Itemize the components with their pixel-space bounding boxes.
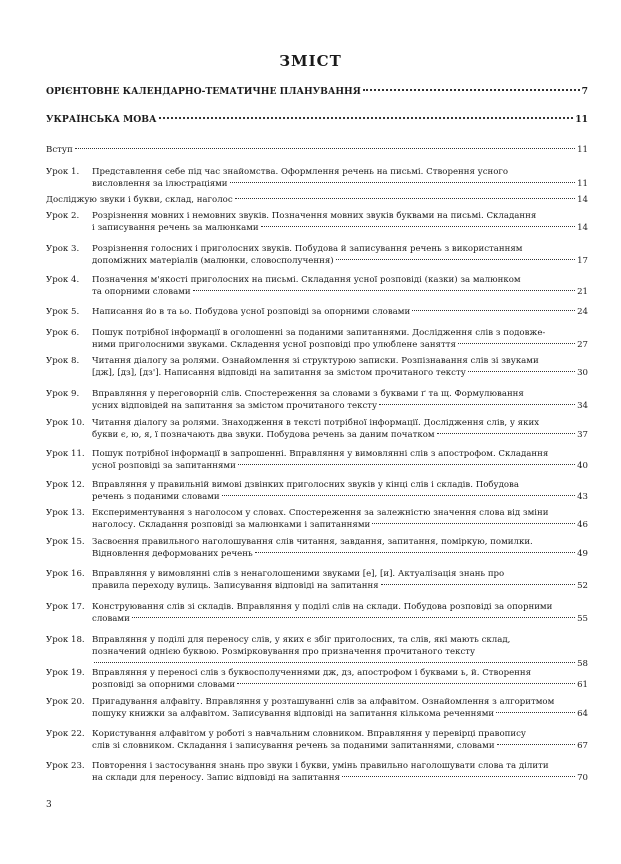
toc-entry-text: Вправляння у переносі слів з буквосполученнями дж, дз, апострофом і буквами ь, й. Створення [92, 668, 532, 678]
toc-entry-text: Пошук потрібної інформації в запрошенні. Вправляння у вимовлянні слів з апострофом. Складання [92, 449, 549, 459]
page-ref: 55 [577, 614, 588, 624]
toc-entry-body [92, 601, 588, 625]
page-ref: 52 [577, 581, 588, 591]
lesson-number: Урок 2. [46, 211, 80, 221]
dot-leader [381, 584, 575, 585]
toc-entry-body [92, 479, 588, 503]
toc-entry-last-line [92, 286, 588, 298]
page-number: 3 [46, 800, 52, 810]
lesson-number: Урок 12. [46, 480, 85, 490]
toc-entry-text: Розрізнення мовних і немовних звуків. Позначення мовних звуків буквами на письмі. Складання [92, 211, 537, 221]
lesson-number: Урок 23. [46, 761, 85, 771]
dot-leader [468, 371, 575, 372]
page-ref: 30 [577, 368, 588, 378]
toc-entry-text: Експериментування з наголосом у словах. Спостереження за залежністю значення слова від зміни [92, 508, 549, 518]
toc-entry-body [92, 388, 588, 412]
dot-leader [193, 290, 575, 291]
toc-entry-text: Конструювання слів зі складів. Вправляння у поділі слів на склади. Побудова розповіді за опорними [92, 602, 553, 612]
dot-leader [237, 683, 575, 684]
toc-entry-last-line [92, 429, 588, 441]
page-ref: 14 [577, 195, 588, 205]
page-ref: 11 [575, 114, 588, 125]
toc-entry-text: Написання йо в та ьо. Побудова усної розповіді за опорними словами [92, 307, 411, 317]
page-ref: 64 [577, 709, 588, 719]
toc-entry-last-line [92, 772, 588, 784]
toc-entry-text: Досліджую звуки і букви, склад, наголос [46, 195, 233, 205]
toc-entry[interactable] [46, 166, 588, 190]
toc-entry-last-line [46, 114, 588, 126]
page-ref: 46 [577, 520, 588, 530]
toc-entry[interactable] [46, 327, 588, 351]
toc-entry-body [92, 243, 588, 267]
toc-entry[interactable] [46, 210, 588, 234]
toc-entry-body [92, 728, 588, 752]
toc-entry-body [92, 507, 588, 531]
page-ref: 17 [577, 256, 588, 266]
toc-entry-last-line [92, 740, 588, 752]
dot-leader [437, 433, 575, 434]
lesson-number: Урок 20. [46, 697, 85, 707]
toc-entry[interactable] [46, 760, 588, 784]
toc-entry[interactable] [46, 355, 588, 379]
toc-entry-last-line [92, 255, 588, 267]
dot-leader [222, 495, 575, 496]
page-title: ЗМІСТ [279, 52, 342, 70]
toc-entry-body [92, 448, 588, 472]
page-ref: 61 [577, 680, 588, 690]
toc-entry-body [46, 144, 588, 156]
lesson-number: Урок 11. [46, 449, 85, 459]
dot-leader [458, 343, 575, 344]
toc-entry-text: допоміжних матеріалів (малюнки, словосполучення) [92, 256, 334, 266]
toc-entry-last-line [92, 613, 588, 625]
lesson-number: Урок 18. [46, 635, 85, 645]
page-ref: 58 [577, 659, 588, 669]
page-ref: 43 [577, 492, 588, 502]
toc-entry-last-line [92, 679, 588, 691]
toc-entry-body [92, 667, 588, 691]
dot-leader [132, 617, 575, 618]
dot-leader [379, 404, 575, 405]
toc-entry-text: пошуку книжки за алфавітом. Записування відповіді на запитання кількома реченнями [92, 709, 495, 719]
toc-entry[interactable] [46, 144, 588, 156]
toc-entry-last-line [46, 194, 588, 206]
toc-entry-text: УКРАЇНСЬКА МОВА [46, 114, 157, 125]
dot-leader [261, 226, 575, 227]
toc-entry-text: Розрізнення голосних і приголосних звуків. Побудова й записування речень з використанням [92, 244, 523, 254]
toc-entry-text: Відновлення деформованих речень [92, 549, 253, 559]
toc-entry-last-line [92, 548, 588, 560]
toc-entry[interactable] [46, 243, 588, 267]
page-ref: 7 [581, 86, 588, 97]
toc-entry-last-line [46, 144, 588, 156]
toc-entry-text: Вправляння у правильній вимові дзвінких приголосних звуків у кінці слів і складів. Побудова [92, 480, 520, 490]
toc-entry-body [92, 355, 588, 379]
toc-entry[interactable] [46, 536, 588, 560]
toc-entry-body [92, 536, 588, 560]
toc-entry-text: речень з поданими словами [92, 492, 220, 502]
toc-entry-last-line [92, 178, 588, 190]
toc-entry-last-line [92, 306, 588, 318]
lesson-number: Урок 19. [46, 668, 85, 678]
toc-entry-body [92, 327, 588, 351]
toc-entry-text: Читання діалогу за ролями. Ознайомлення зі структурою записки. Розпізнавання слів зі звуками [92, 356, 539, 366]
toc-entry-last-line [92, 491, 588, 503]
toc-entry-text: висловлення за ілюстраціями [92, 179, 228, 189]
page-ref: 24 [577, 307, 588, 317]
toc-entry-last-line [92, 339, 588, 351]
dot-leader [363, 89, 580, 91]
toc-entry-text: слів зі словником. Складання і записування речень за поданими запитаннями, словами [92, 741, 495, 751]
toc-entry-last-line [92, 367, 588, 379]
toc-entry[interactable] [46, 601, 588, 625]
toc-entry-text: та опорними словами [92, 287, 191, 297]
toc-entry-body [92, 568, 588, 592]
lesson-number: Урок 22. [46, 729, 85, 739]
toc-entry-body [46, 86, 588, 98]
toc-entry-text: Засвоєння правильного наголошування слів читання, завдання, запитання, поміркую, помилки. [92, 537, 533, 547]
toc-entry-text: Пригадування алфавіту. Вправляння у розташуванні слів за алфавітом. Ознайомлення з алгоритмом [92, 697, 555, 707]
page-ref: 37 [577, 430, 588, 440]
toc-entry-text: букви є, ю, я, ї позначають два звуки. Побудова речень за даним початком [92, 430, 435, 440]
toc-entry-text: Позначення м'якості приголосних на письмі. Складання усної розповіді (казки) за малюнком [92, 275, 521, 285]
toc-entry-last-line [92, 519, 588, 531]
toc-entry-body [92, 634, 588, 670]
dot-leader [372, 523, 575, 524]
toc-entry-body [92, 306, 588, 318]
dot-leader [94, 662, 575, 663]
toc-entry[interactable] [46, 86, 588, 98]
toc-entry[interactable] [46, 667, 588, 691]
dot-leader [238, 464, 575, 465]
toc-entry[interactable] [46, 568, 588, 592]
page-ref: 27 [577, 340, 588, 350]
lesson-number: Урок 8. [46, 356, 80, 366]
page-ref: 67 [577, 741, 588, 751]
toc-entry-text: наголосу. Складання розповіді за малюнками і запитаннями [92, 520, 371, 530]
toc-entry-last-line [92, 580, 588, 592]
toc-entry-text: усних відповідей на запитання за змістом прочитаного тексту [92, 401, 378, 411]
toc-entry-body [46, 194, 588, 206]
lesson-number: Урок 6. [46, 328, 80, 338]
toc-entry-last-line [46, 86, 588, 98]
toc-entry-body [46, 114, 588, 126]
dot-leader [336, 259, 575, 260]
lesson-number: Урок 15. [46, 537, 85, 547]
toc-entry[interactable] [46, 274, 588, 298]
lesson-number: Урок 16. [46, 569, 85, 579]
toc-entry[interactable] [46, 448, 588, 472]
toc-entry-text: ОРІЄНТОВНЕ КАЛЕНДАРНО-ТЕМАТИЧНЕ ПЛАНУВАННЯ [46, 86, 361, 97]
toc-entry-text: [дж], [дз], [дз']. Написання відповіді на запитання за змістом прочитаного тексту [92, 368, 466, 378]
lesson-number: Урок 10. [46, 418, 85, 428]
lesson-number: Урок 17. [46, 602, 85, 612]
toc-entry-body [92, 210, 588, 234]
toc-entry-text: усної розповіді за запитаннями [92, 461, 236, 471]
toc-entry-last-line [92, 708, 588, 720]
dot-leader [497, 744, 575, 745]
lesson-number: Урок 9. [46, 389, 80, 399]
toc-entry-last-line [92, 222, 588, 234]
page-ref: 11 [577, 145, 588, 155]
dot-leader [496, 712, 575, 713]
toc-entry-text: ними приголосними звуками. Складення усної розповіді про улюблене заняття [92, 340, 456, 350]
toc-entry-text: позначений однією буквою. Розмірковування про призначення прочитаного тексту [92, 647, 476, 657]
toc-entry[interactable] [46, 114, 588, 126]
toc-entry-text: Вправляння у переговорній слів. Спостереження за словами з буквами ґ та щ. Формулювання [92, 389, 524, 399]
toc-entry-text: на склади для переносу. Запис відповіді на запитання [92, 773, 340, 783]
dot-leader [412, 310, 575, 311]
toc-entry-text: Вправляння у вимовлянні слів з ненаголошеними звуками [е], [и]. Актуалізація знань про [92, 569, 505, 579]
toc-entry-text: розповіді за опорними словами [92, 680, 236, 690]
lesson-number: Урок 1. [46, 167, 80, 177]
lesson-number: Урок 13. [46, 508, 85, 518]
toc-entry-text: Пошук потрібної інформації в оголошенні за поданими запитаннями. Дослідження слів з подовже- [92, 328, 546, 338]
toc-entry[interactable] [46, 696, 588, 720]
toc-entry-text: Вступ [46, 145, 73, 155]
page-ref: 49 [577, 549, 588, 559]
toc-entry-text: Читання діалогу за ролями. Знаходження в тексті потрібної інформації. Дослідження слів, у яких [92, 418, 540, 428]
toc-entry[interactable] [46, 417, 588, 441]
toc-entry[interactable] [46, 388, 588, 412]
page-ref: 21 [577, 287, 588, 297]
toc-entry-last-line [92, 400, 588, 412]
toc-entry-text: і записування речень за малюнками [92, 223, 259, 233]
dot-leader [255, 552, 575, 553]
toc-entry-body [92, 166, 588, 190]
toc-entry-last-line [92, 460, 588, 472]
lesson-number: Урок 3. [46, 244, 80, 254]
lesson-number: Урок 4. [46, 275, 80, 285]
toc-entry-text: Вправляння у поділі для переносу слів, у яких є збіг приголосних, та слів, які мають склад, [92, 635, 511, 645]
toc-entry-body [92, 274, 588, 298]
toc-entry[interactable] [46, 194, 588, 206]
toc-entry-body [92, 696, 588, 720]
page-ref: 40 [577, 461, 588, 471]
page-ref: 14 [577, 223, 588, 233]
page-ref: 11 [577, 179, 588, 189]
toc-entry-text: словами [92, 614, 130, 624]
toc-entry-body [92, 760, 588, 784]
toc-entry[interactable] [46, 306, 588, 318]
toc-entry[interactable] [46, 728, 588, 752]
toc-entry-text: правила переходу вулиць. Записування відповіді на запитання [92, 581, 379, 591]
toc-entry-text: Користування алфавітом у роботі з навчальним словником. Вправляння у перевірці правопису [92, 729, 526, 739]
toc-entry-body [92, 417, 588, 441]
toc-entry[interactable] [46, 507, 588, 531]
lesson-number: Урок 5. [46, 307, 80, 317]
toc-entry-text: Повторення і застосування знань про звуки і букви, умінь правильно наголошувати слова та ділити [92, 761, 549, 771]
dot-leader [342, 776, 575, 777]
page-ref: 34 [577, 401, 588, 411]
dot-leader [230, 182, 576, 183]
dot-leader [75, 148, 575, 149]
dot-leader [159, 117, 574, 119]
dot-leader [235, 198, 575, 199]
page-ref: 70 [577, 773, 588, 783]
toc-entry[interactable] [46, 634, 588, 670]
toc-entry[interactable] [46, 479, 588, 503]
toc-entry-text: Представлення себе під час знайомства. Оформлення речень на письмі. Створення усного [92, 167, 509, 177]
